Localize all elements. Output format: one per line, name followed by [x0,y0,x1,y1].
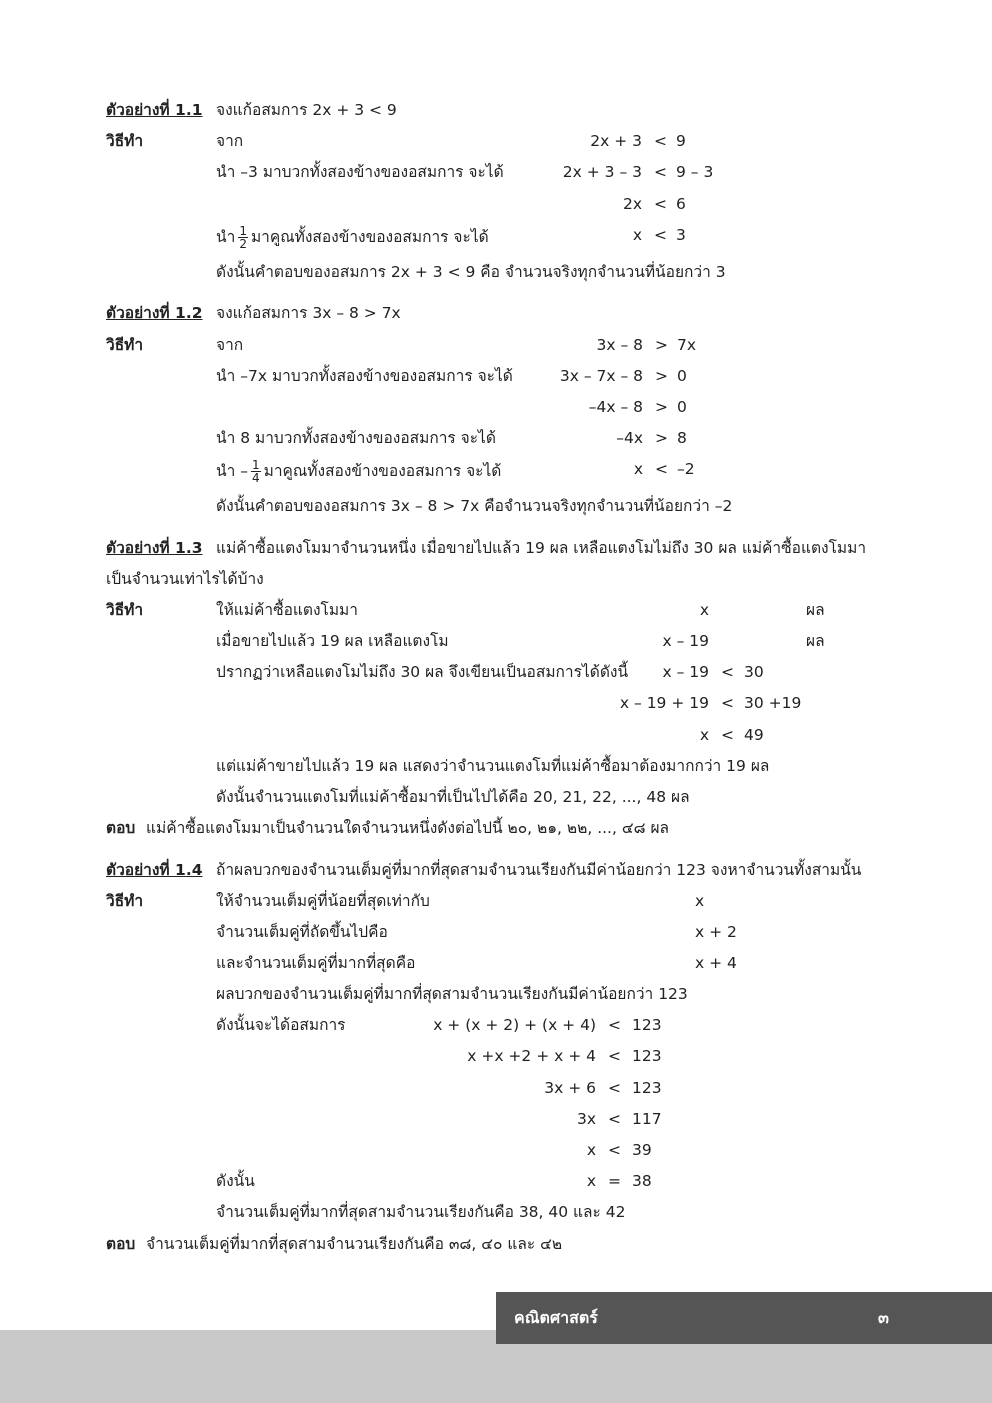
eq-lhs: 2x + 3 – 3 [562,163,642,181]
step-text: จาก [216,336,244,354]
eq-lhs: 3x [576,1110,596,1128]
definition-text: จำนวนเต็มคู่ที่ถัดขึ้นไปคือ [216,923,388,941]
answer-text: แม่ค้าซื้อแตงโมมาเป็นจำนวนใดจำนวนหนึ่งดังต่อไปนี้ ๒๐, ๒๑, ๒๒, ..., ๔๘ ผล [146,819,670,837]
eq-op: < [608,1141,621,1159]
eq-lhs: 2x [622,195,642,213]
step-prefix: นำ – [216,462,248,480]
step-text: นำ 8 มาบวกทั้งสองข้างของอสมการ จะได้ [216,429,496,447]
step-text: จาก [216,132,244,150]
example-label: ตัวอย่างที่ 1.4 [106,861,203,879]
eq-lhs: x +x +2 + x + 4 [467,1047,596,1065]
eq-lhs: 3x + 6 [544,1079,596,1097]
eq-op: < [608,1110,621,1128]
eq-op: < [721,726,734,744]
eq-lhs: 2x + 3 [590,132,642,150]
eq-rhs: 9 – 3 [676,163,714,181]
eq-op: > [655,336,668,354]
eq-rhs: 6 [676,195,686,213]
answer-label: ตอบ [106,1235,136,1253]
note: ดังนั้นจำนวนแตงโมที่แม่ค้าซื้อมาที่เป็นไปได้คือ 20, 21, 22, ..., 48 ผล [216,788,690,806]
definition-text: และจำนวนเต็มคู่ที่มากที่สุดคือ [216,954,416,972]
eq-lhs: 3x – 8 [596,336,643,354]
step-text-with-fraction [216,225,489,250]
step-text: ดังนั้นจะได้อสมการ [216,1016,346,1034]
eq-op: < [654,195,667,213]
eq-rhs: 117 [632,1110,662,1128]
step-suffix: มาคูณทั้งสองข้างของอสมการ จะได้ [263,462,502,480]
result: จำนวนเต็มคู่ที่มากที่สุดสามจำนวนเรียงกันคือ 38, 40 และ 42 [216,1203,626,1221]
eq-lhs: 3x – 7x – 8 [559,367,643,385]
eq-rhs: –2 [677,460,695,478]
step-prefix: นำ [216,228,236,246]
definition-value: x [695,892,705,910]
fraction-denominator: 4 [251,471,260,485]
eq-op: = [608,1172,621,1190]
eq-lhs: x [586,1172,596,1190]
eq-lhs: x – 19 [662,663,709,681]
page-number: ๓ [878,1308,889,1327]
eq-op: < [608,1016,621,1034]
eq-op: < [655,460,668,478]
eq-rhs: 8 [677,429,687,447]
fraction-numerator: 1 [239,224,247,238]
example-problem: ถ้าผลบวกของจำนวนเต็มคู่ที่มากที่สุดสามจำนวนเรียงกันมีค่าน้อยกว่า 123 จงหาจำนวนทั้งสามนั้น [216,861,862,879]
eq-rhs: 38 [632,1172,652,1190]
eq-lhs: x + (x + 2) + (x + 4) [433,1016,596,1034]
eq-op: < [654,163,667,181]
eq-lhs: x [586,1141,596,1159]
fraction-numerator: 1 [251,458,260,472]
eq-lhs: x [633,460,643,478]
eq-lhs: x [699,726,709,744]
note: แต่แม่ค้าขายไปแล้ว 19 ผล แสดงว่าจำนวนแตงโมที่แม่ค้าซื้อมาต้องมากกว่า 19 ผล [216,757,770,775]
example-label: ตัวอย่างที่ 1.1 [106,101,203,119]
eq-op: < [721,663,734,681]
conclusion: ดังนั้นคำตอบของอสมการ 2x + 3 < 9 คือ จำนวนจริงทุกจำนวนที่น้อยกว่า 3 [216,263,726,281]
eq-rhs: 49 [744,726,764,744]
eq-lhs: –4x [616,429,643,447]
step-value: x [699,601,709,619]
eq-rhs: 39 [632,1141,652,1159]
answer-text: จำนวนเต็มคู่ที่มากที่สุดสามจำนวนเรียงกันคือ ๓๘, ๔๐ และ ๔๒ [146,1235,563,1253]
eq-op: < [608,1079,621,1097]
step-text: ผลบวกของจำนวนเต็มคู่ที่มากที่สุดสามจำนวนเรียงกันมีค่าน้อยกว่า 123 [216,985,688,1003]
fraction-denominator: 2 [239,237,247,251]
fraction [251,459,261,484]
example-label: ตัวอย่างที่ 1.3 [106,539,203,557]
method-label: วิธีทำ [106,601,144,619]
answer-label: ตอบ [106,819,136,837]
method-label: วิธีทำ [106,336,144,354]
step-text: นำ –3 มาบวกทั้งสองข้างของอสมการ จะได้ [216,163,504,181]
eq-rhs: 0 [677,367,687,385]
example-problem: แม่ค้าซื้อแตงโมมาจำนวนหนึ่ง เมื่อขายไปแล้ว 19 ผล เหลือแตงโมไม่ถึง 30 ผล แม่ค้าซื้อแตงโมมา [216,539,867,557]
eq-op: < [608,1047,621,1065]
eq-rhs: 30 +19 [744,694,802,712]
eq-rhs: 123 [632,1047,662,1065]
step-unit: ผล [806,601,825,619]
conclusion: ดังนั้นคำตอบของอสมการ 3x – 8 > 7x คือจำนวนจริงทุกจำนวนที่น้อยกว่า –2 [216,497,733,515]
eq-op: > [655,398,668,416]
method-label: วิธีทำ [106,132,144,150]
eq-rhs: 123 [632,1016,662,1034]
definition-text: ให้จำนวนเต็มคู่ที่น้อยที่สุดเท่ากับ [216,892,430,910]
step-text: ปรากฏว่าเหลือแตงโมไม่ถึง 30 ผล จึงเขียนเป็นอสมการได้ดังนี้ [216,663,629,681]
eq-op: < [654,226,667,244]
step-suffix: มาคูณทั้งสองข้างของอสมการ จะได้ [250,228,489,246]
example-problem: จงแก้อสมการ 2x + 3 < 9 [216,101,397,119]
step-text: เมื่อขายไปแล้ว 19 ผล เหลือแตงโม [216,632,449,650]
definition-value: x + 4 [695,954,737,972]
footer-subject: คณิตศาสตร์ [514,1308,598,1327]
example-label: ตัวอย่างที่ 1.2 [106,304,203,322]
eq-rhs: 30 [744,663,764,681]
step-value: x – 19 [662,632,709,650]
step-unit: ผล [806,632,825,650]
method-label: วิธีทำ [106,892,144,910]
eq-rhs: 0 [677,398,687,416]
eq-rhs: 7x [677,336,697,354]
definition-value: x + 2 [695,923,737,941]
eq-op: < [721,694,734,712]
eq-lhs: x – 19 + 19 [619,694,709,712]
eq-lhs: x [632,226,642,244]
eq-op: < [654,132,667,150]
step-text: นำ –7x มาบวกทั้งสองข้างของอสมการ จะได้ [216,367,513,385]
eq-rhs: 123 [632,1079,662,1097]
step-text: ให้แม่ค้าซื้อแตงโมมา [216,601,358,619]
eq-op: > [655,429,668,447]
step-text-with-fraction [216,459,501,484]
eq-lhs: –4x – 8 [588,398,643,416]
eq-op: > [655,367,668,385]
step-text: ดังนั้น [216,1172,255,1190]
fraction [238,225,248,250]
example-problem-continued: เป็นจำนวนเท่าไรได้บ้าง [106,570,264,588]
eq-rhs: 3 [676,226,686,244]
example-problem: จงแก้อสมการ 3x – 8 > 7x [216,304,401,322]
eq-rhs: 9 [676,132,686,150]
